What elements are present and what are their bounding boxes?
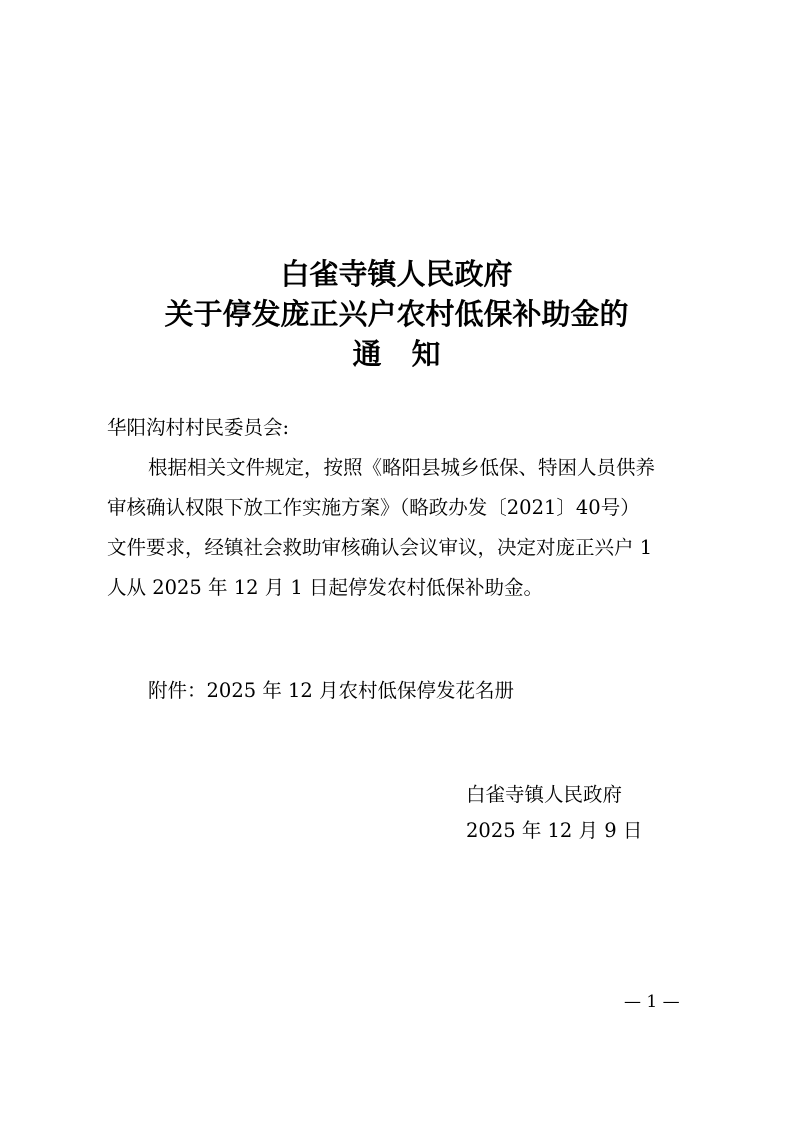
title-line-subject: 关于停发庞正兴户农村低保补助金的 [164, 297, 629, 331]
page-number: — 1 — [624, 992, 680, 1012]
attachment-note: 附件：2025 年 12 月农村低保停发花名册 [148, 679, 515, 702]
body-paragraph-line: 文件要求，经镇社会救助审核确认会议审议，决定对庞正兴户 1 [107, 536, 653, 559]
body-paragraph-line: 审核确认权限下放工作实施方案》（略政办发〔2021〕40号） [107, 496, 640, 519]
signature-organization: 白雀寺镇人民政府 [466, 783, 623, 806]
signature-date: 2025 年 12 月 9 日 [466, 819, 643, 842]
title-line-doc-type: 通知 [352, 337, 471, 371]
addressee: 华阳沟村村民委员会: [107, 416, 290, 439]
body-paragraph-line: 人从 2025 年 12 月 1 日起停发农村低保补助金。 [107, 576, 544, 599]
title-line-issuer: 白雀寺镇人民政府 [280, 257, 513, 291]
body-paragraph-line: 根据相关文件规定，按照《略阳县城乡低保、特困人员供养 [148, 456, 656, 479]
